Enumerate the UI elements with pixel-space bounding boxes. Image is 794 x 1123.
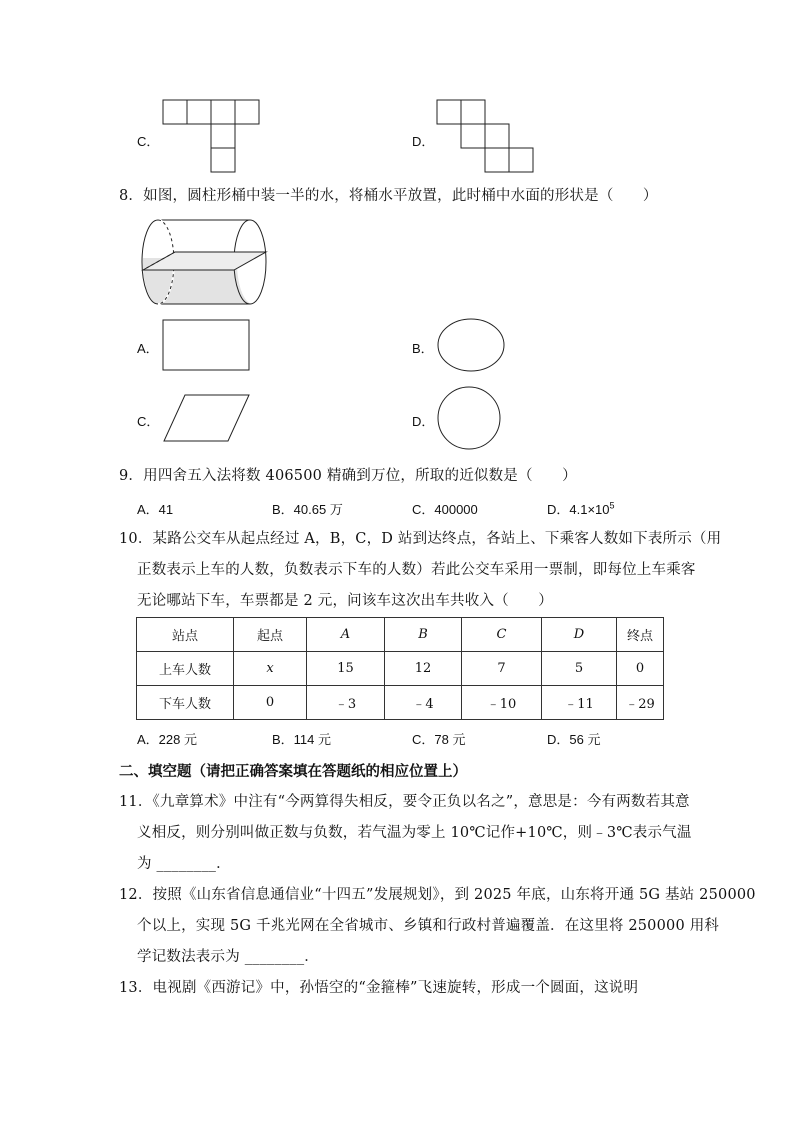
q12-line-3: 学记数法表示为 ________． xyxy=(137,949,320,965)
table-cell: ﹣10 xyxy=(462,686,542,720)
table-cell: ﹣4 xyxy=(385,686,462,720)
table-row xyxy=(137,686,664,720)
q9-option-b: B．40.65 万 xyxy=(272,502,343,517)
table-cell: 站点 xyxy=(137,618,234,652)
table-header-row xyxy=(137,618,664,652)
table-row xyxy=(137,652,664,686)
q11-line-3: 为 ________． xyxy=(137,856,231,872)
q10-option-a: A．228 元 xyxy=(137,732,197,747)
q8-option-d-circle xyxy=(0,0,794,460)
q10-passenger-table xyxy=(136,617,664,720)
q9-option-d-exponent: 5 xyxy=(609,500,615,511)
q12-line-1: 12．按照《山东省信息通信业“十四五”发展规划》，到 2025 年底，山东将开通 5G 基站 250000 xyxy=(119,887,756,903)
table-cell: A xyxy=(307,618,385,652)
q8-option-a-label: A． xyxy=(137,341,159,356)
q13-line-1: 13．电视剧《西游记》中，孙悟空的“金箍棒”飞速旋转，形成一个圆面，这说明 xyxy=(119,980,639,996)
q8-option-b-label: B． xyxy=(412,341,434,356)
q8-option-d-label: D． xyxy=(412,414,435,429)
q9-text: 9．用四舍五入法将数 406500 精确到万位，所取的近似数是（ ） xyxy=(119,468,577,484)
q10-line-2: 正数表示上车的人数，负数表示下车的人数）若此公交车采用一票制，即每位上车乘客 xyxy=(137,562,696,578)
q10-line-3: 无论哪站下车，车票都是 2 元，问该车这次出车共收入（ ） xyxy=(137,593,553,609)
table-cell: 起点 xyxy=(234,618,307,652)
table-cell: 上车人数 xyxy=(137,652,234,686)
q11-line-1: 11．《九章算术》中注有“今两算得失相反，要令正负以名之”，意思是：今有两数若其意 xyxy=(119,794,690,810)
q9-option-d xyxy=(547,499,615,518)
table-cell: ﹣11 xyxy=(542,686,617,720)
table-cell: D xyxy=(542,618,617,652)
q9-option-d-base: D．4.1×10 xyxy=(547,502,610,517)
q8-option-c-label: C． xyxy=(137,414,160,429)
table-cell: 7 xyxy=(462,652,542,686)
q10-option-c: C．78 元 xyxy=(412,732,466,747)
q10-line-1: 10．某路公交车从起点经过 A，B，C，D 站到达终点，各站上、下乘客人数如下表所示（用 xyxy=(119,531,722,547)
q11-line-2: 义相反，则分别叫做正数与负数，若气温为零上 10℃记作+10℃，则﹣3℃表示气温 xyxy=(137,825,692,841)
table-cell: ﹣29 xyxy=(617,686,664,720)
table-cell: ﹣3 xyxy=(307,686,385,720)
q10-option-b: B．114 元 xyxy=(272,732,332,747)
table-cell: 下车人数 xyxy=(137,686,234,720)
q9-option-a: A．41 xyxy=(137,502,174,517)
q10-option-d: D．56 元 xyxy=(547,732,601,747)
table-cell: 0 xyxy=(617,652,664,686)
q7-option-d-label: D． xyxy=(412,134,435,149)
table-cell: 5 xyxy=(542,652,617,686)
q12-line-2: 个以上，实现 5G 千兆光网在全省城市、乡镇和行政村普遍覆盖．在这里将 250000 用科 xyxy=(137,918,720,934)
table-cell: 12 xyxy=(385,652,462,686)
q7-option-c-label: C． xyxy=(137,134,160,149)
table-cell: C xyxy=(462,618,542,652)
section-2-title: 二、填空题（请把正确答案填在答题纸的相应位置上） xyxy=(119,763,467,780)
table-cell: 15 xyxy=(307,652,385,686)
q8-text: 8．如图，圆柱形桶中装一半的水，将桶水平放置，此时桶中水面的形状是（ ） xyxy=(119,188,658,204)
table-cell: B xyxy=(385,618,462,652)
table-cell: x xyxy=(234,652,307,686)
table-cell: 终点 xyxy=(617,618,664,652)
q9-option-c: C．400000 xyxy=(412,502,478,517)
table-cell: 0 xyxy=(234,686,307,720)
